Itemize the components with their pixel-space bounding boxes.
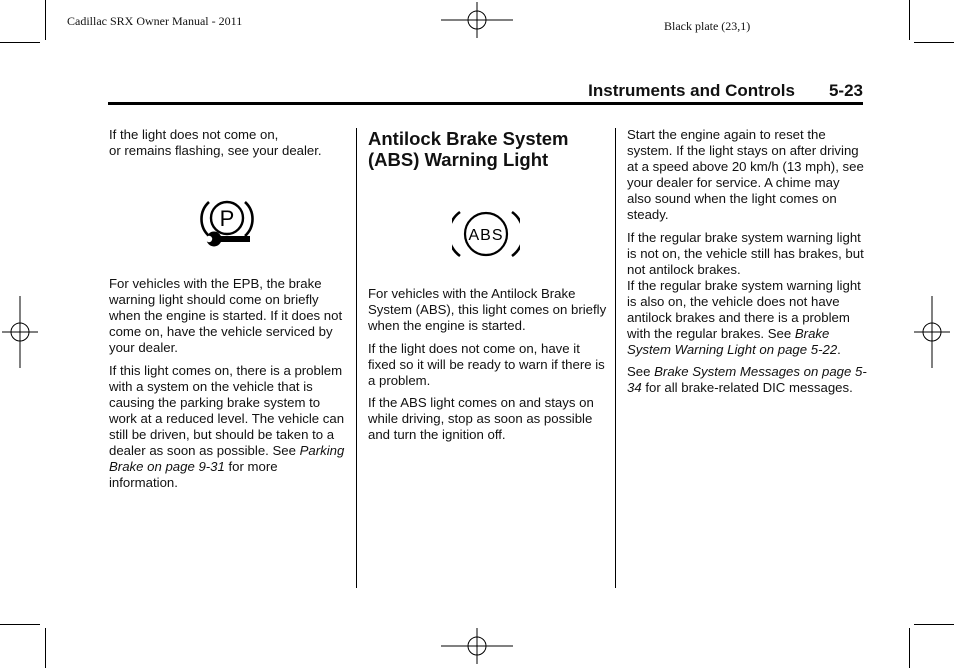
section-title: Instruments and Controls — [588, 81, 795, 100]
paragraph: If the regular brake system warning light is not on, the vehicle still has brakes, but not antilock brakes. — [627, 229, 864, 277]
abs-warning-icon — [452, 208, 520, 260]
column-divider — [356, 128, 357, 588]
crop-mark — [45, 0, 46, 40]
paragraph: If the light does not come on, have it fixed so it will be ready to warn if there is a problem. — [368, 340, 605, 388]
print-header-plate: Black plate (23,1) — [664, 19, 751, 33]
paragraph: Start the engine again to reset the system. If the light stays on after driving at a speed above 20 km/h (13 mph), see your dealer for service. A chime may also sound when the light comes on steady. — [627, 127, 864, 222]
cross-reference-link[interactable]: Brake System Messages on page 5-34 — [627, 364, 867, 395]
registration-mark-bottom — [441, 628, 513, 664]
crop-mark — [914, 624, 954, 625]
paragraph: If this light comes on, there is a problem with a system on the vehicle that is causing the parking brake system to work at a reduced level. The vehicle can still be driven, but should be taken to a dealer as soon as possible. See Parking Brake on page 9-31 for more information. — [109, 362, 345, 490]
registration-mark-left — [2, 296, 38, 368]
parking-brake-icon-label: P — [219, 206, 235, 231]
cross-reference-link[interactable]: Brake System Warning Light on page 5-22 — [627, 325, 838, 357]
section-heading: Antilock Brake System (ABS) Warning Light — [368, 128, 569, 170]
crop-mark — [0, 624, 40, 625]
column-1-body — [109, 276, 349, 497]
paragraph: See Brake System Messages on page 5-34 for all brake-related DIC messages. — [627, 364, 867, 395]
paragraph — [109, 127, 349, 159]
crop-mark — [45, 628, 46, 668]
column-2-body — [368, 286, 608, 450]
column-divider — [615, 128, 616, 588]
column-1 — [109, 127, 349, 166]
crop-mark — [0, 42, 40, 43]
section-header — [108, 80, 863, 105]
text-line: or remains flashing, see your dealer. — [109, 143, 322, 158]
paragraph: For vehicles with the Antilock Brake System (ABS), this light comes on briefly when the engine is started. — [368, 286, 607, 333]
paragraph: For vehicles with the EPB, the brake warning light should come on briefly when the engine is started. If it does not come on, have the vehicle serviced by your dealer. — [109, 276, 343, 355]
registration-mark-top — [441, 2, 513, 38]
print-header-title: Cadillac SRX Owner Manual - 2011 — [67, 14, 243, 28]
paragraph: If the regular brake system warning light is also on, the vehicle does not have antilock brakes and there is a problem with the regular brakes. See Brake System Warning Light on page 5-22. — [627, 277, 861, 357]
text-line: If the light does not come on, — [109, 127, 279, 142]
registration-mark-right — [914, 296, 950, 368]
paragraph: If the ABS light comes on and stays on while driving, stop as soon as possible and turn the ignition off. — [368, 395, 594, 442]
crop-mark — [909, 0, 910, 40]
parking-brake-wrench-icon — [200, 196, 254, 250]
column-3 — [627, 127, 867, 403]
page-number: 5-23 — [828, 81, 863, 100]
crop-mark — [909, 628, 910, 668]
column-2 — [368, 128, 608, 170]
abs-icon-label: ABS — [468, 227, 504, 244]
crop-mark — [914, 42, 954, 43]
cross-reference-link[interactable]: Parking Brake on page 9-31 — [109, 442, 345, 474]
